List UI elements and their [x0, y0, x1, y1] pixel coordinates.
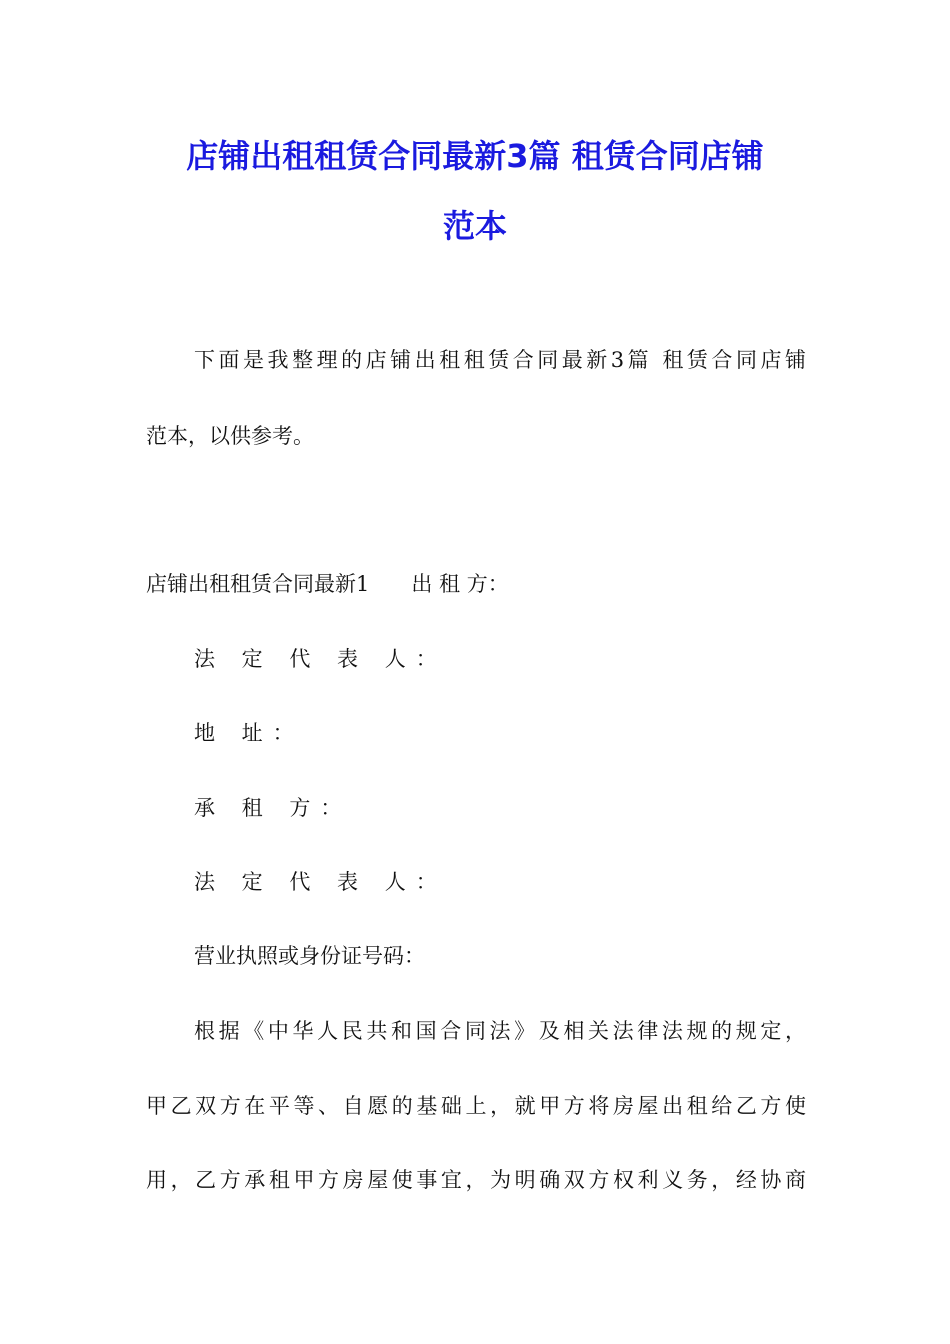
license-id-label: 营业执照或身份证号码： [194, 944, 425, 968]
body-paragraph-line-2: 甲乙双方在平等、自愿的基础上，就甲方将房屋出租给乙方使 [146, 1094, 806, 1118]
address-label: 地 址： [194, 721, 304, 745]
intro-paragraph-line-1: 下面是我整理的店铺出租租赁合同最新3篇 租赁合同店铺 [194, 348, 806, 372]
document-title-line-1: 店铺出租租赁合同最新3篇 租赁合同店铺 [186, 137, 764, 175]
body-paragraph-line-1: 根据《中华人民共和国合同法》及相关法律法规的规定， [194, 1019, 806, 1043]
lessor-representative-label: 法 定 代 表 人： [194, 647, 447, 671]
lessee-label: 承 租 方： [194, 796, 352, 820]
intro-paragraph-line-2: 范本，以供参考。 [146, 424, 314, 448]
body-paragraph-line-3: 用，乙方承租甲方房屋使事宜，为明确双方权利义务，经协商 [146, 1168, 806, 1192]
lessee-representative-label: 法 定 代 表 人： [194, 870, 447, 894]
section-1-heading: 店铺出租租赁合同最新1 出 租 方： [146, 572, 509, 596]
document-title-line-2: 范本 [442, 207, 507, 245]
